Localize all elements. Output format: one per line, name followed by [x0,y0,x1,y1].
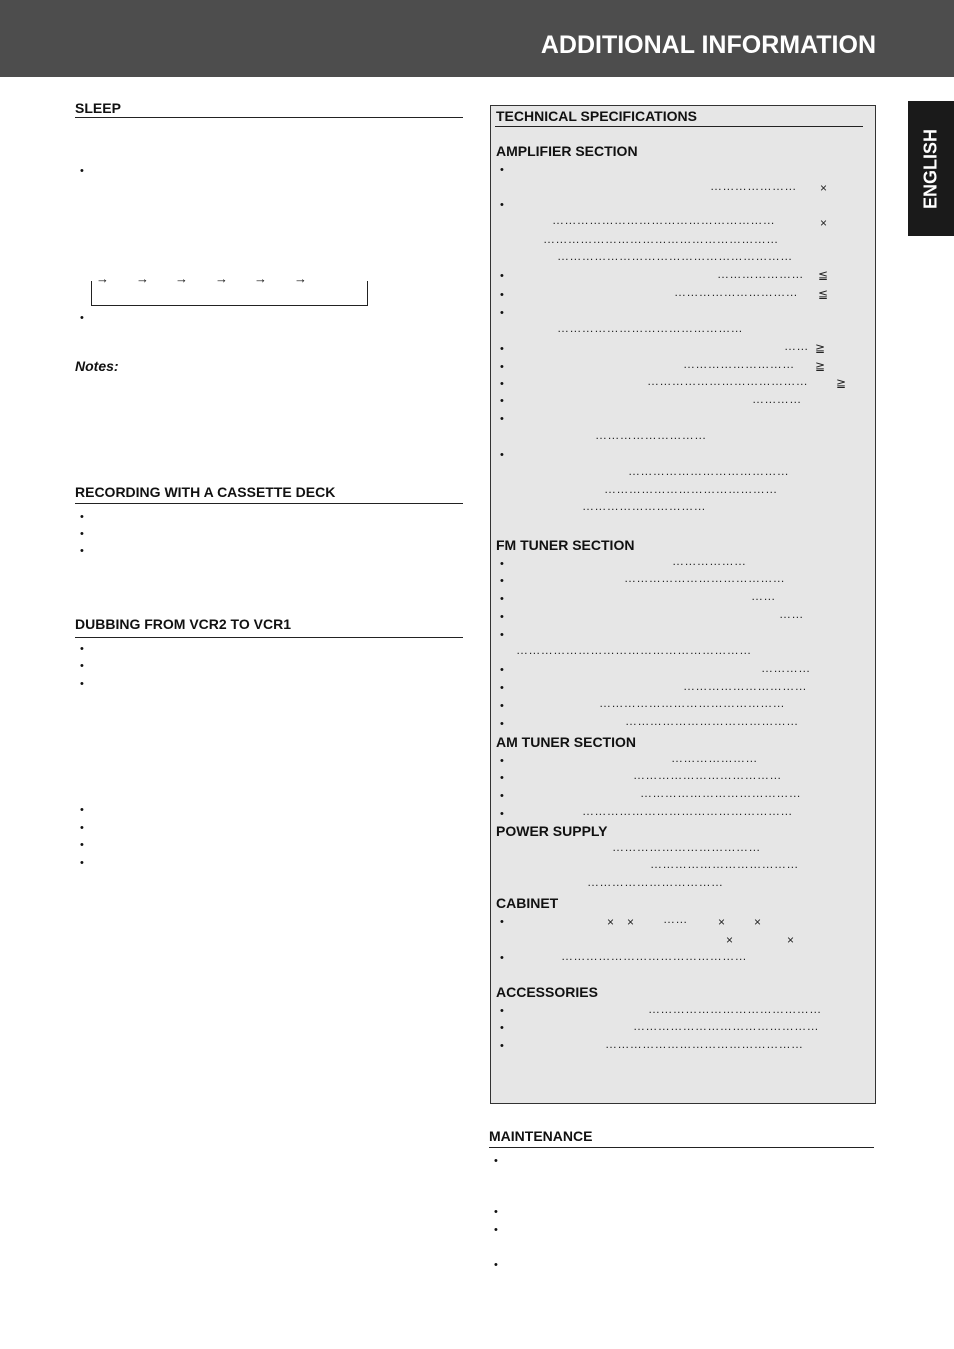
sequence-arrow: → [175,271,188,286]
sleep-bullet-2: • [80,312,84,324]
spec-bullet: • [500,682,504,694]
maintenance-bullet: • [494,1155,498,1167]
dubbing-bullet: • [80,839,84,851]
dubbing-bullet: • [80,643,84,655]
dot-leader: ……………………………………… [561,949,747,963]
fm-tuner-heading: FM TUNER SECTION [496,537,635,553]
sequence-arrow: → [294,271,307,286]
accessories-heading: ACCESSORIES [496,984,598,1000]
dot-leader: ……………………………………………… [552,213,776,227]
sequence-arrow: → [136,271,149,286]
spec-bullet: • [500,164,504,176]
dubbing-rule [75,637,463,638]
dubbing-bullet: • [80,857,84,869]
dot-leader: ………………………………………………… [557,249,793,263]
dubbing-bullet: • [80,804,84,816]
dot-leader: ……………………………… [612,840,761,854]
maintenance-heading: MAINTENANCE [489,1128,593,1144]
dot-leader: …………………………… [587,875,724,889]
recording-rule [75,503,463,504]
spec-bullet: • [500,916,504,928]
recording-bullet: • [80,545,84,557]
dot-leader: …………………………………… [604,482,778,496]
spec-bullet: • [500,575,504,587]
dot-leader: ………………………………… [647,374,809,388]
times-sign: × [820,216,828,230]
sequence-arrow: → [96,271,109,286]
dot-leader: ………… [761,661,811,675]
dot-leader: ……………………………… [650,857,799,871]
spec-bullet: • [500,790,504,802]
spec-bullet: • [500,270,504,282]
dot-leader: ……………………… [683,357,795,371]
dubbing-bullet: • [80,822,84,834]
sleep-sequence-loop [91,281,368,306]
dot-leader: …… [663,912,688,926]
spec-bullet: • [500,629,504,641]
spec-bullet: • [500,343,504,355]
spec-bullet: • [500,289,504,301]
less-equal-sign: ≦ [818,268,829,282]
dot-leader: ………………………………………… [605,1037,804,1051]
dot-leader: ………………………………………………… [516,643,752,657]
dot-leader: …… [784,339,809,353]
language-tab-label: ENGLISH [920,128,941,209]
dot-leader: ………………………… [674,285,798,299]
times-sign: × [787,933,795,947]
power-supply-heading: POWER SUPPLY [496,823,608,839]
greater-equal-sign: ≧ [836,376,847,390]
times-sign: × [607,915,615,929]
dot-leader: ………………… [710,179,797,193]
specifications-rule [495,126,863,127]
spec-bullet: • [500,307,504,319]
dot-leader: ………………………………… [624,571,786,585]
recording-bullet: • [80,528,84,540]
dubbing-bullet: • [80,678,84,690]
greater-equal-sign: ≧ [815,341,826,355]
amplifier-heading: AMPLIFIER SECTION [496,143,638,159]
recording-bullet: • [80,511,84,523]
spec-bullet: • [500,664,504,676]
dot-leader: …………………………………… [625,714,799,728]
spec-bullet: • [500,611,504,623]
times-sign: × [820,181,828,195]
spec-bullet: • [500,199,504,211]
spec-bullet: • [500,772,504,784]
dot-leader: ……………… [672,554,747,568]
spec-bullet: • [500,1040,504,1052]
am-tuner-heading: AM TUNER SECTION [496,734,636,750]
spec-bullet: • [500,808,504,820]
dot-leader: …………………………………………… [582,804,793,818]
dot-leader: ………………………………… [640,786,802,800]
less-equal-sign: ≦ [818,287,829,301]
page-title: ADDITIONAL INFORMATION [540,31,876,59]
dubbing-bullet: • [80,660,84,672]
spec-bullet: • [500,413,504,425]
dot-leader: ……………………… [595,428,707,442]
spec-bullet: • [500,755,504,767]
spec-bullet: • [500,700,504,712]
dot-leader: ……………………………………… [633,1019,819,1033]
sleep-heading: SLEEP [75,100,121,116]
dot-leader: …………………………………… [648,1002,822,1016]
dot-leader: ………………… [717,267,804,281]
sleep-bullet-1: • [80,165,84,177]
dot-leader: ……………………………………… [557,321,743,335]
spec-bullet: • [500,378,504,390]
notes-label: Notes: [75,358,119,374]
specifications-title: TECHNICAL SPECIFICATIONS [496,108,697,124]
cabinet-heading: CABINET [496,895,559,911]
recording-heading: RECORDING WITH A CASSETTE DECK [75,484,336,500]
dot-leader: ………………………… [582,499,706,513]
sequence-arrow: → [254,271,267,286]
spec-bullet: • [500,718,504,730]
maintenance-bullet: • [494,1206,498,1218]
spec-bullet: • [500,395,504,407]
spec-bullet: • [500,361,504,373]
dot-leader: ………………………………………………… [543,232,779,246]
spec-bullet: • [500,1022,504,1034]
spec-bullet: • [500,558,504,570]
times-sign: × [627,915,635,929]
greater-equal-sign: ≧ [815,359,826,373]
dot-leader: …… [751,589,776,603]
sleep-rule [75,117,463,118]
dot-leader: ……………………………………… [599,696,785,710]
dubbing-heading: DUBBING FROM VCR2 TO VCR1 [75,616,291,632]
maintenance-bullet: • [494,1259,498,1271]
times-sign: × [726,933,734,947]
dot-leader: ………………………… [683,679,807,693]
times-sign: × [718,915,726,929]
maintenance-bullet: • [494,1224,498,1236]
spec-bullet: • [500,952,504,964]
spec-bullet: • [500,593,504,605]
dot-leader: ………………… [671,751,758,765]
dot-leader: …… [779,607,804,621]
spec-bullet: • [500,1005,504,1017]
dot-leader: ……………………………… [633,768,782,782]
dot-leader: ………………………………… [628,464,790,478]
sequence-arrow: → [215,271,228,286]
spec-bullet: • [500,449,504,461]
times-sign: × [754,915,762,929]
language-tab [908,101,954,236]
dot-leader: ………… [752,392,802,406]
maintenance-rule [489,1147,874,1148]
